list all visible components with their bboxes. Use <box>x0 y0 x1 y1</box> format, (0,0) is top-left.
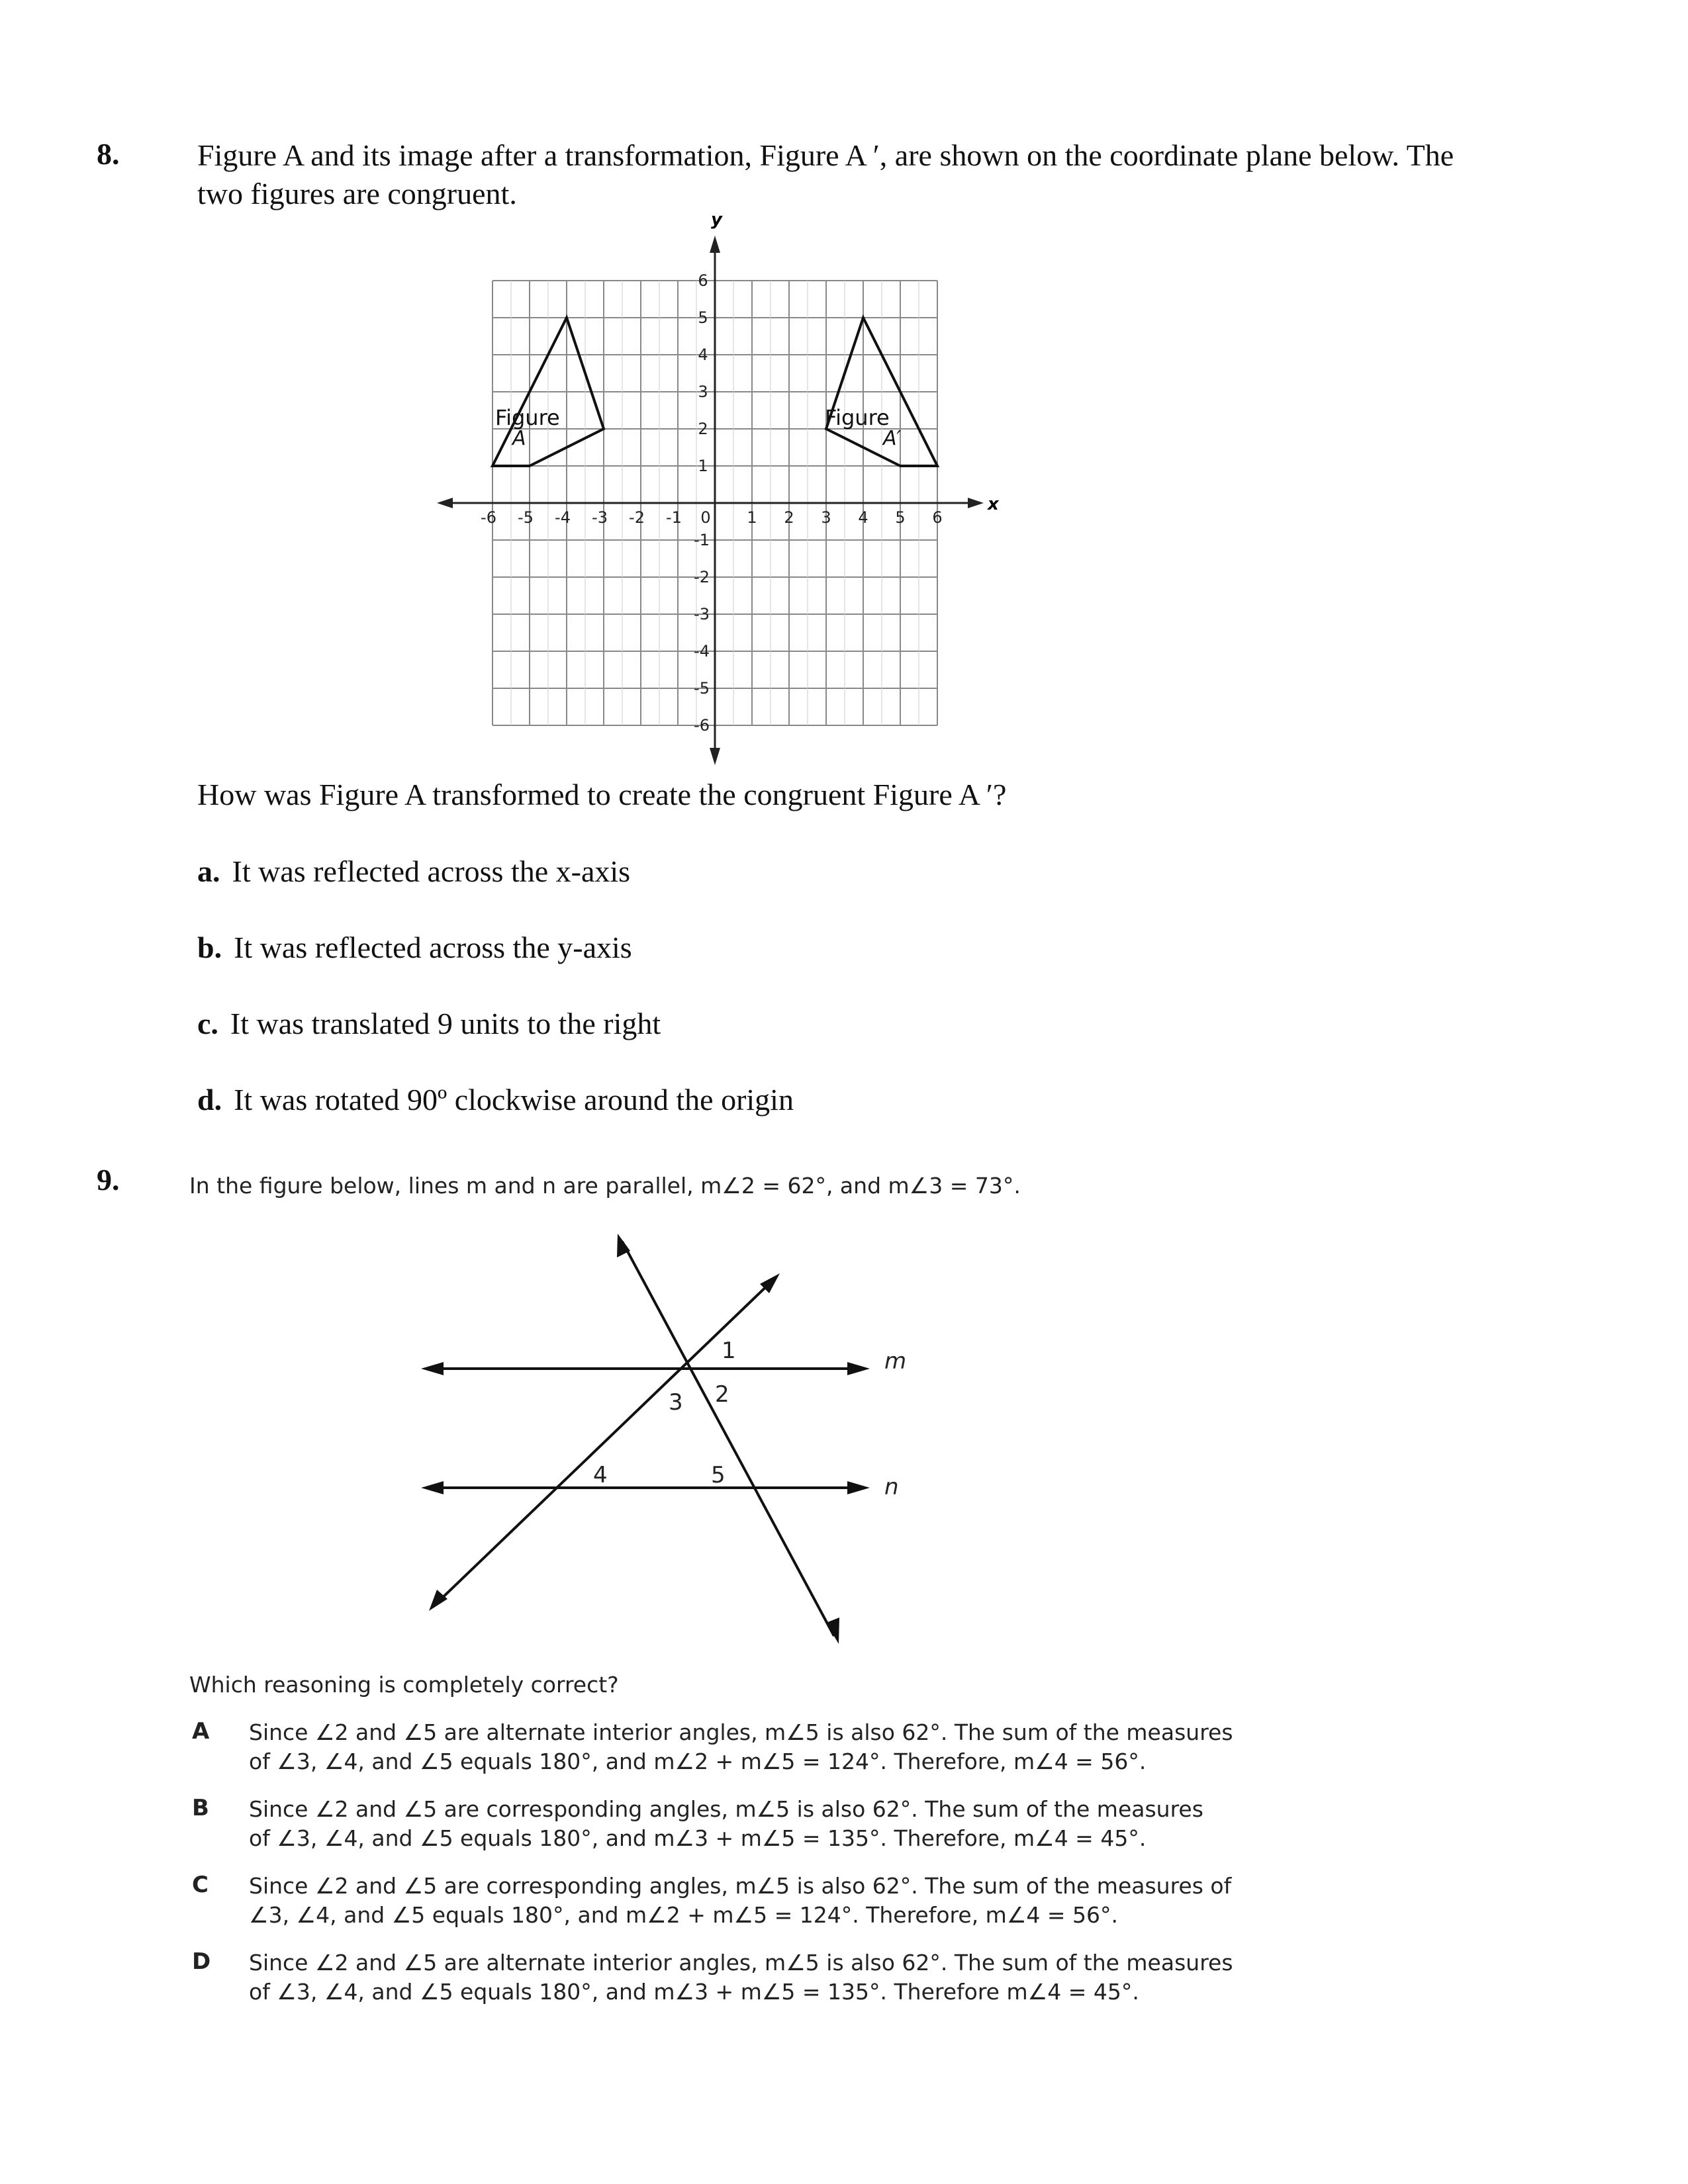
x-axis-label: x <box>988 494 999 514</box>
choice-b-line-2: of ∠3, ∠4, and ∠5 equals 180°, and m∠3 + m∠5 = 135°. Therefore, m∠4 = 45°. <box>249 1825 1147 1851</box>
y-tick-label: -2 <box>694 568 710 586</box>
x-tick-label: -3 <box>592 508 608 527</box>
choice-d-letter: D <box>192 1948 211 1975</box>
question-8-prompt: How was Figure A transformed to create the congruent Figure A ′? <box>197 778 1007 811</box>
y-tick-label: -6 <box>694 716 710 735</box>
x-tick-label: -4 <box>555 508 571 527</box>
question-9-number: 9. <box>97 1163 120 1197</box>
choice-d-line-2: of ∠3, ∠4, and ∠5 equals 180°, and m∠3 + m∠5 = 135°. Therefore m∠4 = 45°. <box>249 1979 1139 2005</box>
angle-4-label: 4 <box>593 1462 608 1488</box>
figure-a-label-line-1: Figure <box>495 405 560 430</box>
option-d-letter: d. <box>197 1083 222 1116</box>
line-n-right-arrow-icon <box>847 1481 870 1494</box>
choice-c-text <box>249 1872 1268 1930</box>
choice-c[interactable] <box>192 1872 1232 1928</box>
angle-5-label: 5 <box>711 1462 726 1488</box>
coordinate-plane-graph <box>424 205 1019 774</box>
y-tick-label: -4 <box>694 642 710 660</box>
choice-b-line-1: Since ∠2 and ∠5 are corresponding angles, m∠5 is also 62°. The sum of the measures <box>249 1796 1203 1822</box>
choice-c-line-1: Since ∠2 and ∠5 are corresponding angles, m∠5 is also 62°. The sum of the measures of <box>249 1873 1232 1899</box>
choice-c-letter: C <box>192 1872 209 1898</box>
choice-d[interactable] <box>192 1948 1233 2005</box>
option-c-letter: c. <box>197 1007 218 1040</box>
figure-a-prime-label-line-1: Figure <box>825 405 890 430</box>
y-tick-label: 5 <box>698 308 708 327</box>
y-tick-label: -1 <box>694 531 710 549</box>
choice-c-line-2: ∠3, ∠4, and ∠5 equals 180°, and m∠2 + m∠5 = 124°. Therefore, m∠4 = 56°. <box>249 1902 1119 1928</box>
option-a-text: It was reflected across the x-axis <box>232 854 631 888</box>
transversal-1 <box>622 1242 834 1636</box>
y-tick-label: 2 <box>698 420 708 438</box>
y-tick-label: 1 <box>698 457 708 475</box>
choice-a-line-2: of ∠3, ∠4, and ∠5 equals 180°, and m∠2 + m∠5 = 124°. Therefore, m∠4 = 56°. <box>249 1749 1147 1774</box>
y-tick-label: -3 <box>694 605 710 623</box>
x-axis-left-arrow-icon <box>437 498 453 508</box>
angle-2-label: 2 <box>715 1381 729 1408</box>
x-tick-label: 3 <box>821 508 831 527</box>
choice-b[interactable] <box>192 1795 1203 1851</box>
question-9-stem: In the figure below, lines m and n are parallel, m∠2 = 62°, and m∠3 = 73°. <box>189 1173 1021 1199</box>
option-c[interactable] <box>197 1006 661 1041</box>
question-8-number: 8. <box>97 137 120 171</box>
x-tick-label: 0 <box>700 508 711 527</box>
x-tick-label: -6 <box>481 508 496 527</box>
figure-a-prime-label-line-2: A′ <box>883 427 902 450</box>
y-tick-label: 6 <box>698 271 708 290</box>
line-m-right-arrow-icon <box>847 1362 870 1375</box>
option-b-text: It was reflected across the y-axis <box>234 931 632 964</box>
y-tick-label: 4 <box>698 345 708 364</box>
question-8-stem-line-1: Figure A and its image after a transformation, Figure A ′, are shown on the coordinate plane below. The <box>197 138 1454 172</box>
option-b-letter: b. <box>197 931 222 964</box>
x-tick-label: -1 <box>666 508 682 527</box>
choice-a-letter: A <box>192 1718 210 1745</box>
choice-b-text <box>249 1795 1268 1853</box>
y-axis-down-arrow-icon <box>710 748 720 765</box>
option-b[interactable] <box>197 930 632 965</box>
angle-3-label: 3 <box>669 1389 683 1416</box>
y-axis-label: y <box>711 210 722 230</box>
option-a-letter: a. <box>197 854 220 888</box>
y-tick-label: 3 <box>698 383 708 401</box>
choice-b-letter: B <box>192 1795 209 1821</box>
x-tick-label: 6 <box>932 508 943 527</box>
question-9-prompt: Which reasoning is completely correct? <box>189 1672 619 1698</box>
line-n-left-arrow-icon <box>421 1481 444 1494</box>
line-m-label: m <box>884 1348 907 1375</box>
choice-d-text <box>249 1948 1268 2007</box>
choice-d-line-1: Since ∠2 and ∠5 are alternate interior angles, m∠5 is also 62°. The sum of the measures <box>249 1950 1233 1976</box>
line-m-left-arrow-icon <box>421 1362 444 1375</box>
y-axis-up-arrow-icon <box>710 236 720 253</box>
transversal-1-down-arrow-icon <box>826 1617 839 1644</box>
choice-a-text <box>249 1718 1268 1776</box>
option-d[interactable] <box>197 1082 794 1117</box>
figure-a-label-line-2: A <box>512 427 526 450</box>
option-d-text: It was rotated 90º clockwise around the origin <box>234 1083 794 1116</box>
parallel-lines-figure <box>397 1218 966 1655</box>
x-tick-label: -2 <box>629 508 645 527</box>
x-axis-right-arrow-icon <box>968 498 984 508</box>
x-tick-label: 2 <box>784 508 794 527</box>
choice-a-line-1: Since ∠2 and ∠5 are alternate interior angles, m∠5 is also 62°. The sum of the measures <box>249 1719 1233 1745</box>
angle-1-label: 1 <box>722 1338 736 1364</box>
line-n-label: n <box>884 1474 899 1500</box>
x-tick-labels <box>481 508 943 527</box>
choice-a[interactable] <box>192 1718 1233 1774</box>
question-8-stem-line-2: two figures are congruent. <box>197 177 517 210</box>
x-tick-label: 4 <box>858 508 868 527</box>
x-tick-label: -5 <box>518 508 534 527</box>
y-tick-label: -5 <box>694 679 710 698</box>
x-tick-label: 1 <box>747 508 757 527</box>
x-tick-label: 5 <box>895 508 906 527</box>
option-a[interactable] <box>197 854 630 889</box>
question-8-stem <box>197 136 1640 213</box>
option-c-text: It was translated 9 units to the right <box>230 1007 661 1040</box>
transversal-2-down-arrow-icon <box>429 1590 447 1611</box>
transversal-2 <box>436 1280 773 1604</box>
